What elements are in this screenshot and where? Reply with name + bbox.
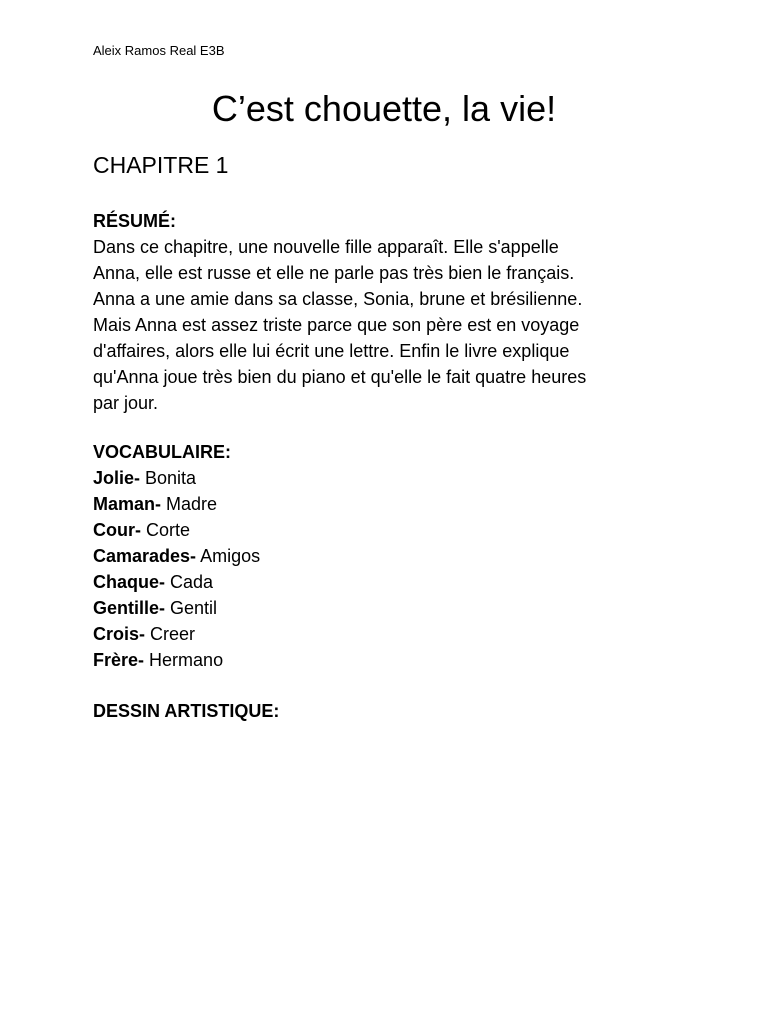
vocabulary-translation: Gentil xyxy=(170,598,218,618)
vocabulary-translation: Corte xyxy=(146,520,191,540)
summary-line: d'affaires, alors elle lui écrit une lettre. Enfin le livre explique xyxy=(93,341,570,361)
vocabulary-term: Camarades- xyxy=(93,546,197,566)
author-line: Aleix Ramos Real E3B xyxy=(93,43,225,58)
vocabulary-term: Frère- xyxy=(93,650,145,670)
summary-line: Anna, elle est russe et elle ne parle pas très bien le français. xyxy=(93,263,575,283)
dessin-heading: DESSIN ARTISTIQUE: xyxy=(93,701,280,721)
chapter-heading: CHAPITRE 1 xyxy=(93,152,229,178)
vocabulary-translation: Madre xyxy=(166,494,218,514)
document-title: C’est chouette, la vie! xyxy=(211,88,557,129)
summary-line: Dans ce chapitre, une nouvelle fille apparaît. Elle s'appelle xyxy=(93,237,559,257)
vocabulary-term: Gentille- xyxy=(93,598,166,618)
vocabulary-item xyxy=(93,491,693,517)
summary-line: Anna a une amie dans sa classe, Sonia, brune et brésilienne. xyxy=(93,289,583,309)
resume-section xyxy=(93,208,693,416)
vocabulary-translation: Cada xyxy=(170,572,214,592)
vocabulary-item xyxy=(93,517,693,543)
vocabulary-item xyxy=(93,647,693,673)
vocabulaire-heading: VOCABULAIRE: xyxy=(93,442,231,462)
vocabulary-item xyxy=(93,465,693,491)
vocabulary-term: Cour- xyxy=(93,520,141,540)
vocabulary-item xyxy=(93,595,693,621)
vocabulary-translation: Amigos xyxy=(200,546,261,566)
summary-line: par jour. xyxy=(93,393,159,413)
vocabulary-translation: Hermano xyxy=(149,650,224,670)
vocabulaire-section xyxy=(93,439,693,673)
vocabulary-term: Maman- xyxy=(93,494,162,514)
dessin-section xyxy=(93,698,279,724)
vocabulary-translation: Creer xyxy=(150,624,196,644)
summary-line: Mais Anna est assez triste parce que son père est en voyage xyxy=(93,315,580,335)
resume-paragraph xyxy=(93,234,693,416)
vocabulary-translation: Bonita xyxy=(145,468,197,488)
vocabulary-item xyxy=(93,569,693,595)
vocabulary-term: Jolie- xyxy=(93,468,141,488)
vocabulary-item xyxy=(93,543,693,569)
vocabulary-item xyxy=(93,621,693,647)
resume-heading: RÉSUMÉ: xyxy=(93,211,177,231)
vocabulary-term: Chaque- xyxy=(93,572,165,592)
summary-line: qu'Anna joue très bien du piano et qu'elle le fait quatre heures xyxy=(93,367,587,387)
vocabulary-list xyxy=(93,465,693,673)
vocabulary-term: Crois- xyxy=(93,624,146,644)
